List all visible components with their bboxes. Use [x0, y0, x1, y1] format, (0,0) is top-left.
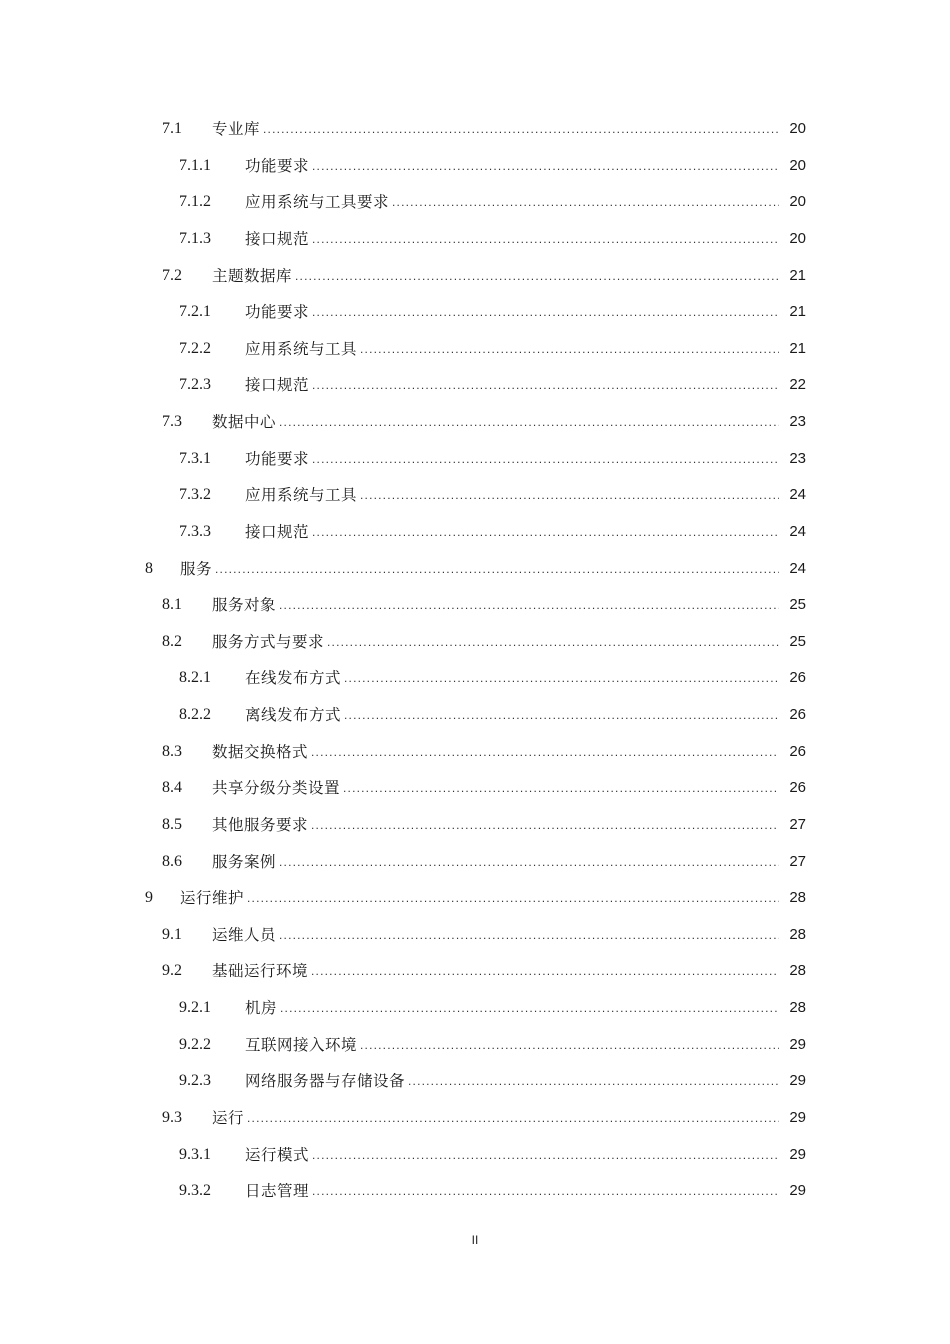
toc-entry-page: 23: [789, 449, 806, 467]
toc-entry-page: 27: [789, 852, 806, 870]
toc-entry-title-line: [245, 990, 782, 1027]
toc-entry-title: 共享分级分类设置: [212, 779, 341, 798]
toc-entry-7-1-3[interactable]: [0, 221, 950, 258]
toc-entry-title-line: [212, 1100, 782, 1137]
toc-entry-title-line: [212, 807, 782, 844]
toc-entry-8-4[interactable]: [0, 770, 950, 807]
toc-entry-9-2-3[interactable]: [0, 1063, 950, 1100]
toc-entry-page: 26: [789, 742, 806, 760]
toc-entry-title: 功能要求: [245, 156, 310, 175]
toc-entry-8-2-2[interactable]: [0, 697, 950, 734]
toc-entry-number: 9.2.3: [179, 1072, 211, 1090]
toc-entry-page: 29: [789, 1108, 806, 1126]
toc-entry-page: 20: [789, 156, 806, 174]
toc-entry-9[interactable]: [0, 880, 950, 917]
toc-entry-title: 网络服务器与存储设备: [245, 1072, 406, 1091]
toc-entry-title: 服务对象: [212, 596, 277, 615]
toc-entry-title-line: [180, 880, 782, 917]
toc-entry-title: 互联网接入环境: [245, 1035, 358, 1054]
toc-entry-title-line: [245, 477, 782, 514]
toc-entry-7-1[interactable]: [0, 111, 950, 148]
toc-entry-7-1-2[interactable]: [0, 184, 950, 221]
toc-entry-8-5[interactable]: [0, 807, 950, 844]
toc-entry-number: 7.1.1: [179, 156, 211, 174]
toc-dot-leader: [312, 514, 779, 551]
toc-entry-number: 8.6: [162, 852, 182, 870]
toc-entry-8[interactable]: [0, 551, 950, 588]
toc-entry-9-1[interactable]: [0, 917, 950, 954]
toc-dot-leader: [312, 148, 779, 185]
toc-entry-title-line: [212, 587, 782, 624]
toc-entry-7-2-1[interactable]: [0, 294, 950, 331]
toc-dot-leader: [344, 697, 779, 734]
toc-entry-title-line: [212, 770, 782, 807]
toc-entry-page: 20: [789, 193, 806, 211]
toc-entry-title-line: [245, 514, 782, 551]
toc-dot-leader: [343, 770, 779, 807]
toc-dot-leader: [312, 441, 779, 478]
toc-entry-number: 9.2.2: [179, 1035, 211, 1053]
toc-entry-page: 20: [789, 229, 806, 247]
toc-entry-title: 主题数据库: [212, 266, 293, 285]
toc-entry-title: 接口规范: [245, 229, 310, 248]
toc-entry-title: 服务: [180, 559, 213, 578]
toc-entry-7-3-1[interactable]: [0, 441, 950, 478]
toc-dot-leader: [279, 844, 779, 881]
toc-dot-leader: [279, 587, 779, 624]
toc-dot-leader: [263, 111, 779, 148]
toc-entry-7-2-2[interactable]: [0, 331, 950, 368]
toc-entry-title: 运维人员: [212, 925, 277, 944]
toc-entry-number: 8.4: [162, 779, 182, 797]
toc-entry-9-2[interactable]: [0, 953, 950, 990]
toc-entry-page: 22: [789, 376, 806, 394]
toc-dot-leader: [247, 880, 779, 917]
toc-dot-leader: [360, 331, 779, 368]
toc-entry-title-line: [245, 1137, 782, 1174]
toc-entry-title-line: [245, 184, 782, 221]
toc-entry-number: 7.3.2: [179, 486, 211, 504]
toc-entry-page: 28: [789, 999, 806, 1016]
toc-entry-title: 功能要求: [245, 303, 310, 322]
toc-dot-leader: [327, 624, 779, 661]
toc-entry-7-3-3[interactable]: [0, 514, 950, 551]
toc-entry-page: 29: [789, 1145, 806, 1163]
toc-entry-number: 9.2.1: [179, 999, 211, 1016]
toc-entry-9-2-1[interactable]: [0, 990, 950, 1027]
toc-entry-title-line: [212, 953, 782, 990]
toc-entry-page: 26: [789, 669, 806, 687]
toc-entry-title: 应用系统与工具要求: [245, 193, 390, 212]
toc-entry-page: 25: [789, 632, 806, 650]
toc-dot-leader: [360, 477, 779, 514]
toc-entry-8-2[interactable]: [0, 624, 950, 661]
toc-entry-title: 运行: [212, 1108, 245, 1127]
toc-entry-number: 8.2: [162, 632, 182, 650]
toc-entry-7-2[interactable]: [0, 258, 950, 295]
toc-dot-leader: [311, 953, 779, 990]
toc-entry-title: 接口规范: [245, 522, 310, 541]
toc-entry-title: 机房: [245, 999, 278, 1017]
toc-dot-leader: [311, 734, 779, 771]
toc-entry-number: 9.1: [162, 925, 182, 943]
toc-entry-title-line: [245, 331, 782, 368]
toc-entry-page: 27: [789, 815, 806, 833]
toc-entry-9-2-2[interactable]: [0, 1027, 950, 1064]
toc-entry-8-3[interactable]: [0, 734, 950, 771]
toc-entry-number: 8.2.1: [179, 669, 211, 687]
toc-dot-leader: [360, 1027, 779, 1064]
toc-entry-number: 7.3.3: [179, 522, 211, 540]
toc-dot-leader: [312, 294, 779, 331]
toc-entry-title-line: [212, 111, 782, 148]
toc-entry-title-line: [245, 1027, 782, 1064]
toc-entry-number: 7.3: [162, 413, 182, 430]
toc-dot-leader: [280, 990, 779, 1027]
toc-dot-leader: [392, 184, 779, 221]
toc-entry-page: 21: [789, 339, 806, 357]
toc-entry-8-6[interactable]: [0, 844, 950, 881]
toc-entry-title-line: [245, 294, 782, 331]
toc-entry-number: 9.2: [162, 962, 182, 980]
toc-entry-number: 7.1.3: [179, 229, 211, 247]
toc-entry-number: 8.1: [162, 596, 182, 614]
toc-entry-page: 21: [789, 266, 806, 284]
toc-dot-leader: [279, 917, 779, 954]
toc-entry-title: 运行维护: [180, 889, 245, 908]
toc-entry-7-3[interactable]: [0, 404, 950, 441]
toc-entry-title: 数据交换格式: [212, 742, 309, 761]
toc-entry-title: 运行模式: [245, 1145, 310, 1164]
toc-dot-leader: [295, 258, 779, 295]
toc-dot-leader: [344, 660, 779, 697]
toc-entry-9-3[interactable]: [0, 1100, 950, 1137]
toc-entry-page: 29: [789, 1182, 806, 1200]
toc-entry-number: 7.1.2: [179, 193, 211, 211]
toc-entry-number: 7.1: [162, 120, 182, 137]
toc-entry-title: 离线发布方式: [245, 706, 342, 724]
toc-entry-page: 29: [789, 1035, 806, 1053]
toc-entry-title-line: [245, 660, 782, 697]
toc-entry-number: 8.3: [162, 742, 182, 760]
toc-entry-number: 9.3.2: [179, 1182, 211, 1200]
toc-entry-number: 7.2.2: [179, 339, 211, 357]
toc-entry-9-3-1[interactable]: [0, 1137, 950, 1174]
toc-dot-leader: [312, 1173, 779, 1210]
toc-entry-title-line: [245, 697, 782, 734]
toc-entry-number: 7.2.1: [179, 303, 211, 321]
toc-dot-leader: [312, 367, 779, 404]
toc-entry-7-2-3[interactable]: [0, 367, 950, 404]
toc-entry-title-line: [212, 844, 782, 881]
toc-entry-title: 数据中心: [212, 413, 277, 431]
toc-entry-7-3-2[interactable]: [0, 477, 950, 514]
toc-entry-number: 7.3.1: [179, 449, 211, 467]
toc-entry-title-line: [245, 1063, 782, 1100]
page-number-footer: II: [471, 1233, 479, 1247]
toc-entry-page: 28: [789, 925, 806, 943]
toc-entry-title-line: [212, 734, 782, 771]
toc-entry-title: 接口规范: [245, 376, 310, 395]
toc-entry-page: 24: [789, 522, 806, 540]
toc-dot-leader: [279, 404, 779, 441]
toc-entry-page: 23: [789, 413, 806, 430]
toc-entry-title-line: [245, 1173, 782, 1210]
table-of-contents: [0, 111, 950, 1210]
toc-entry-title-line: [245, 221, 782, 258]
toc-entry-title: 服务方式与要求: [212, 632, 325, 651]
toc-entry-8-1[interactable]: [0, 587, 950, 624]
toc-entry-title-line: [212, 258, 782, 295]
toc-entry-page: 21: [789, 303, 806, 321]
toc-entry-title-line: [180, 551, 782, 588]
toc-entry-title: 日志管理: [245, 1182, 310, 1201]
toc-entry-number: 8.5: [162, 815, 182, 833]
toc-entry-title: 功能要求: [245, 449, 310, 468]
toc-entry-title: 基础运行环境: [212, 962, 309, 981]
toc-entry-number: 8.2.2: [179, 706, 211, 723]
toc-entry-title: 服务案例: [212, 852, 277, 871]
toc-entry-page: 24: [789, 486, 806, 504]
toc-entry-title-line: [245, 441, 782, 478]
toc-entry-page: 26: [789, 706, 806, 723]
toc-entry-7-1-1[interactable]: [0, 148, 950, 185]
toc-entry-page: 25: [789, 596, 806, 614]
toc-entry-page: 26: [789, 779, 806, 797]
toc-entry-title: 其他服务要求: [212, 815, 309, 834]
toc-entry-page: 20: [789, 120, 806, 137]
toc-entry-number: 9: [145, 889, 153, 907]
toc-entry-8-2-1[interactable]: [0, 660, 950, 697]
toc-entry-title-line: [212, 404, 782, 441]
toc-entry-page: 29: [789, 1072, 806, 1090]
toc-entry-title: 应用系统与工具: [245, 486, 358, 505]
toc-entry-page: 28: [789, 889, 806, 907]
toc-entry-title: 在线发布方式: [245, 669, 342, 688]
toc-entry-number: 9.3.1: [179, 1145, 211, 1163]
toc-entry-title-line: [245, 367, 782, 404]
toc-dot-leader: [311, 807, 779, 844]
toc-entry-9-3-2[interactable]: [0, 1173, 950, 1210]
toc-dot-leader: [312, 221, 779, 258]
toc-entry-title: 应用系统与工具: [245, 339, 358, 358]
toc-dot-leader: [408, 1063, 779, 1100]
toc-dot-leader: [312, 1137, 779, 1174]
toc-entry-number: 8: [145, 559, 153, 577]
toc-entry-title-line: [212, 624, 782, 661]
toc-entry-number: 7.2: [162, 266, 182, 284]
toc-entry-title-line: [212, 917, 782, 954]
toc-dot-leader: [215, 551, 779, 588]
toc-dot-leader: [247, 1100, 779, 1137]
toc-entry-page: 28: [789, 962, 806, 980]
toc-entry-number: 9.3: [162, 1108, 182, 1126]
toc-entry-number: 7.2.3: [179, 376, 211, 394]
toc-entry-title: 专业库: [212, 120, 261, 138]
toc-entry-title-line: [245, 148, 782, 185]
toc-entry-page: 24: [789, 559, 806, 577]
